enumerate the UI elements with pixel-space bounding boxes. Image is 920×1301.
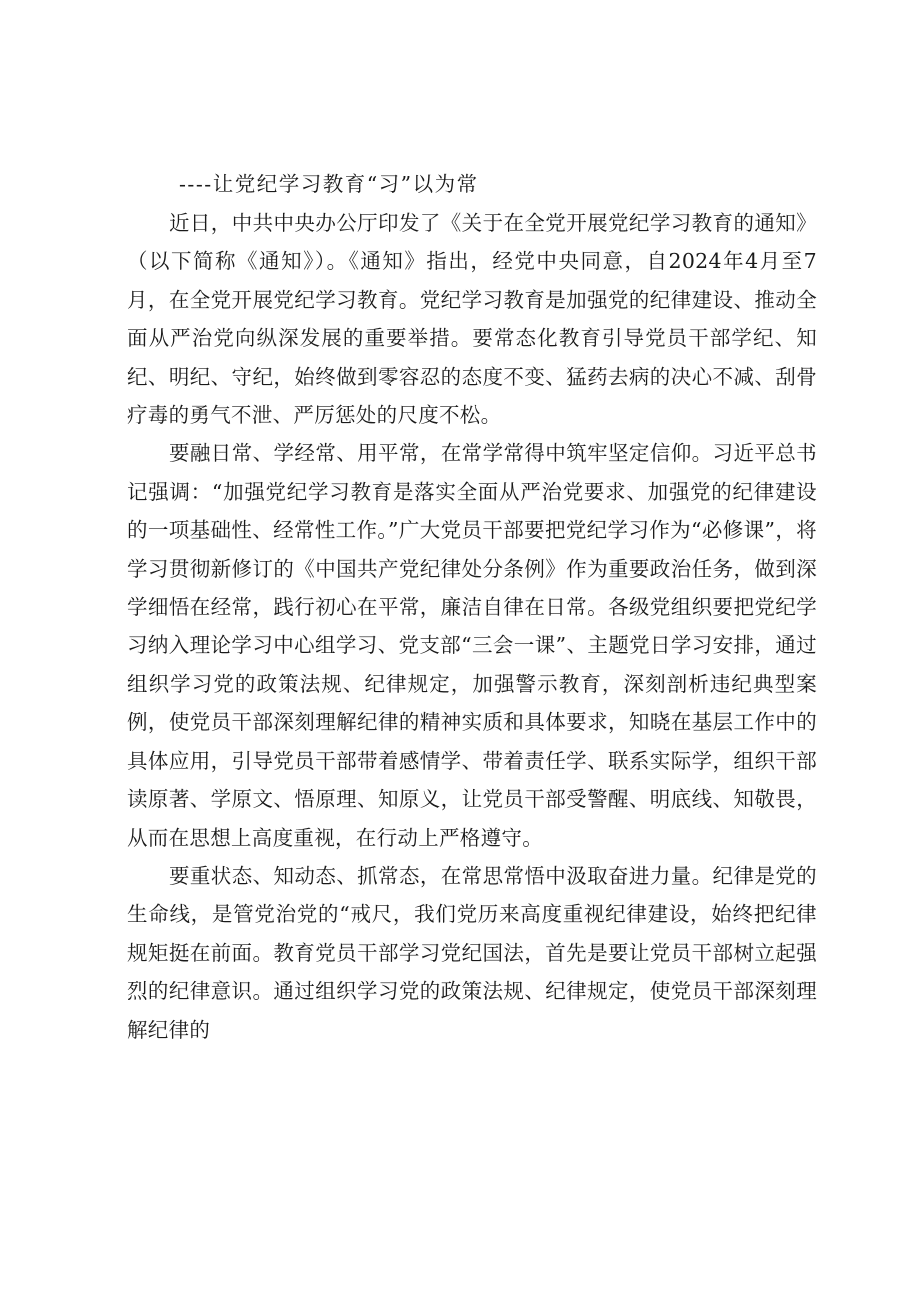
document-body — [127, 165, 817, 1049]
document-subtitle: ----让党纪学习教育“习”以为常 — [179, 172, 479, 196]
paragraph-intro: 近日，中共中央办公厅印发了《关于在全党开展党纪学习教育的通知》（以下简称《通知》）。《通知》指出，经党中央同意，自2024年4月至7月，在全党开展党纪学习教育。党纪学习教育是加强党的纪律建设、推动全面从严治党向纵深发展的重要举措。要常态化教育引导党员干部学纪、知纪、明纪、守纪，始终做到零容忍的态度不变、猛药去病的决心不减、刮骨疗毒的勇气不泄、严厉惩处的尺度不松。 — [127, 211, 817, 428]
paragraph-state-focus: 要重状态、知动态、抓常态，在常思常悟中汲取奋进力量。纪律是党的生命线，是管党治党的“戒尺，我们党历来高度重视纪律建设，始终把纪律规矩挺在前面。教育党员干部学习党纪国法，首先是要让党员干部树立起强烈的纪律意识。通过组织学习党的政策法规、纪律规定，使党员干部深刻理解纪律的 — [127, 863, 817, 1042]
paragraph-daily-study: 要融日常、学经常、用平常，在常学常得中筑牢坚定信仰。习近平总书记强调：“加强党纪学习教育是落实全面从严治党要求、加强党的纪律建设的一项基础性、经常性工作。”广大党员干部要把党纪学习作为“必修课”，将学习贯彻新修订的《中国共产党纪律处分条例》作为重要政治任务，做到深学细悟在经常，践行初心在平常，廉洁自律在日常。各级党组织要把党纪学习纳入理论学习中心组学习、党支部“三会一课”、主题党日学习安排，通过组织学习党的政策法规、纪律规定，加强警示教育，深刻剖析违纪典型案例，使党员干部深刻理解纪律的精神实质和具体要求，知晓在基层工作中的具体应用，引导党员干部带着感情学、带着责任学、联系实际学，组织干部读原著、学原文、悟原理、知原义，让党员干部受警醒、明底线、知敬畏，从而在思想上高度重视，在行动上严格遵守。 — [127, 441, 817, 850]
